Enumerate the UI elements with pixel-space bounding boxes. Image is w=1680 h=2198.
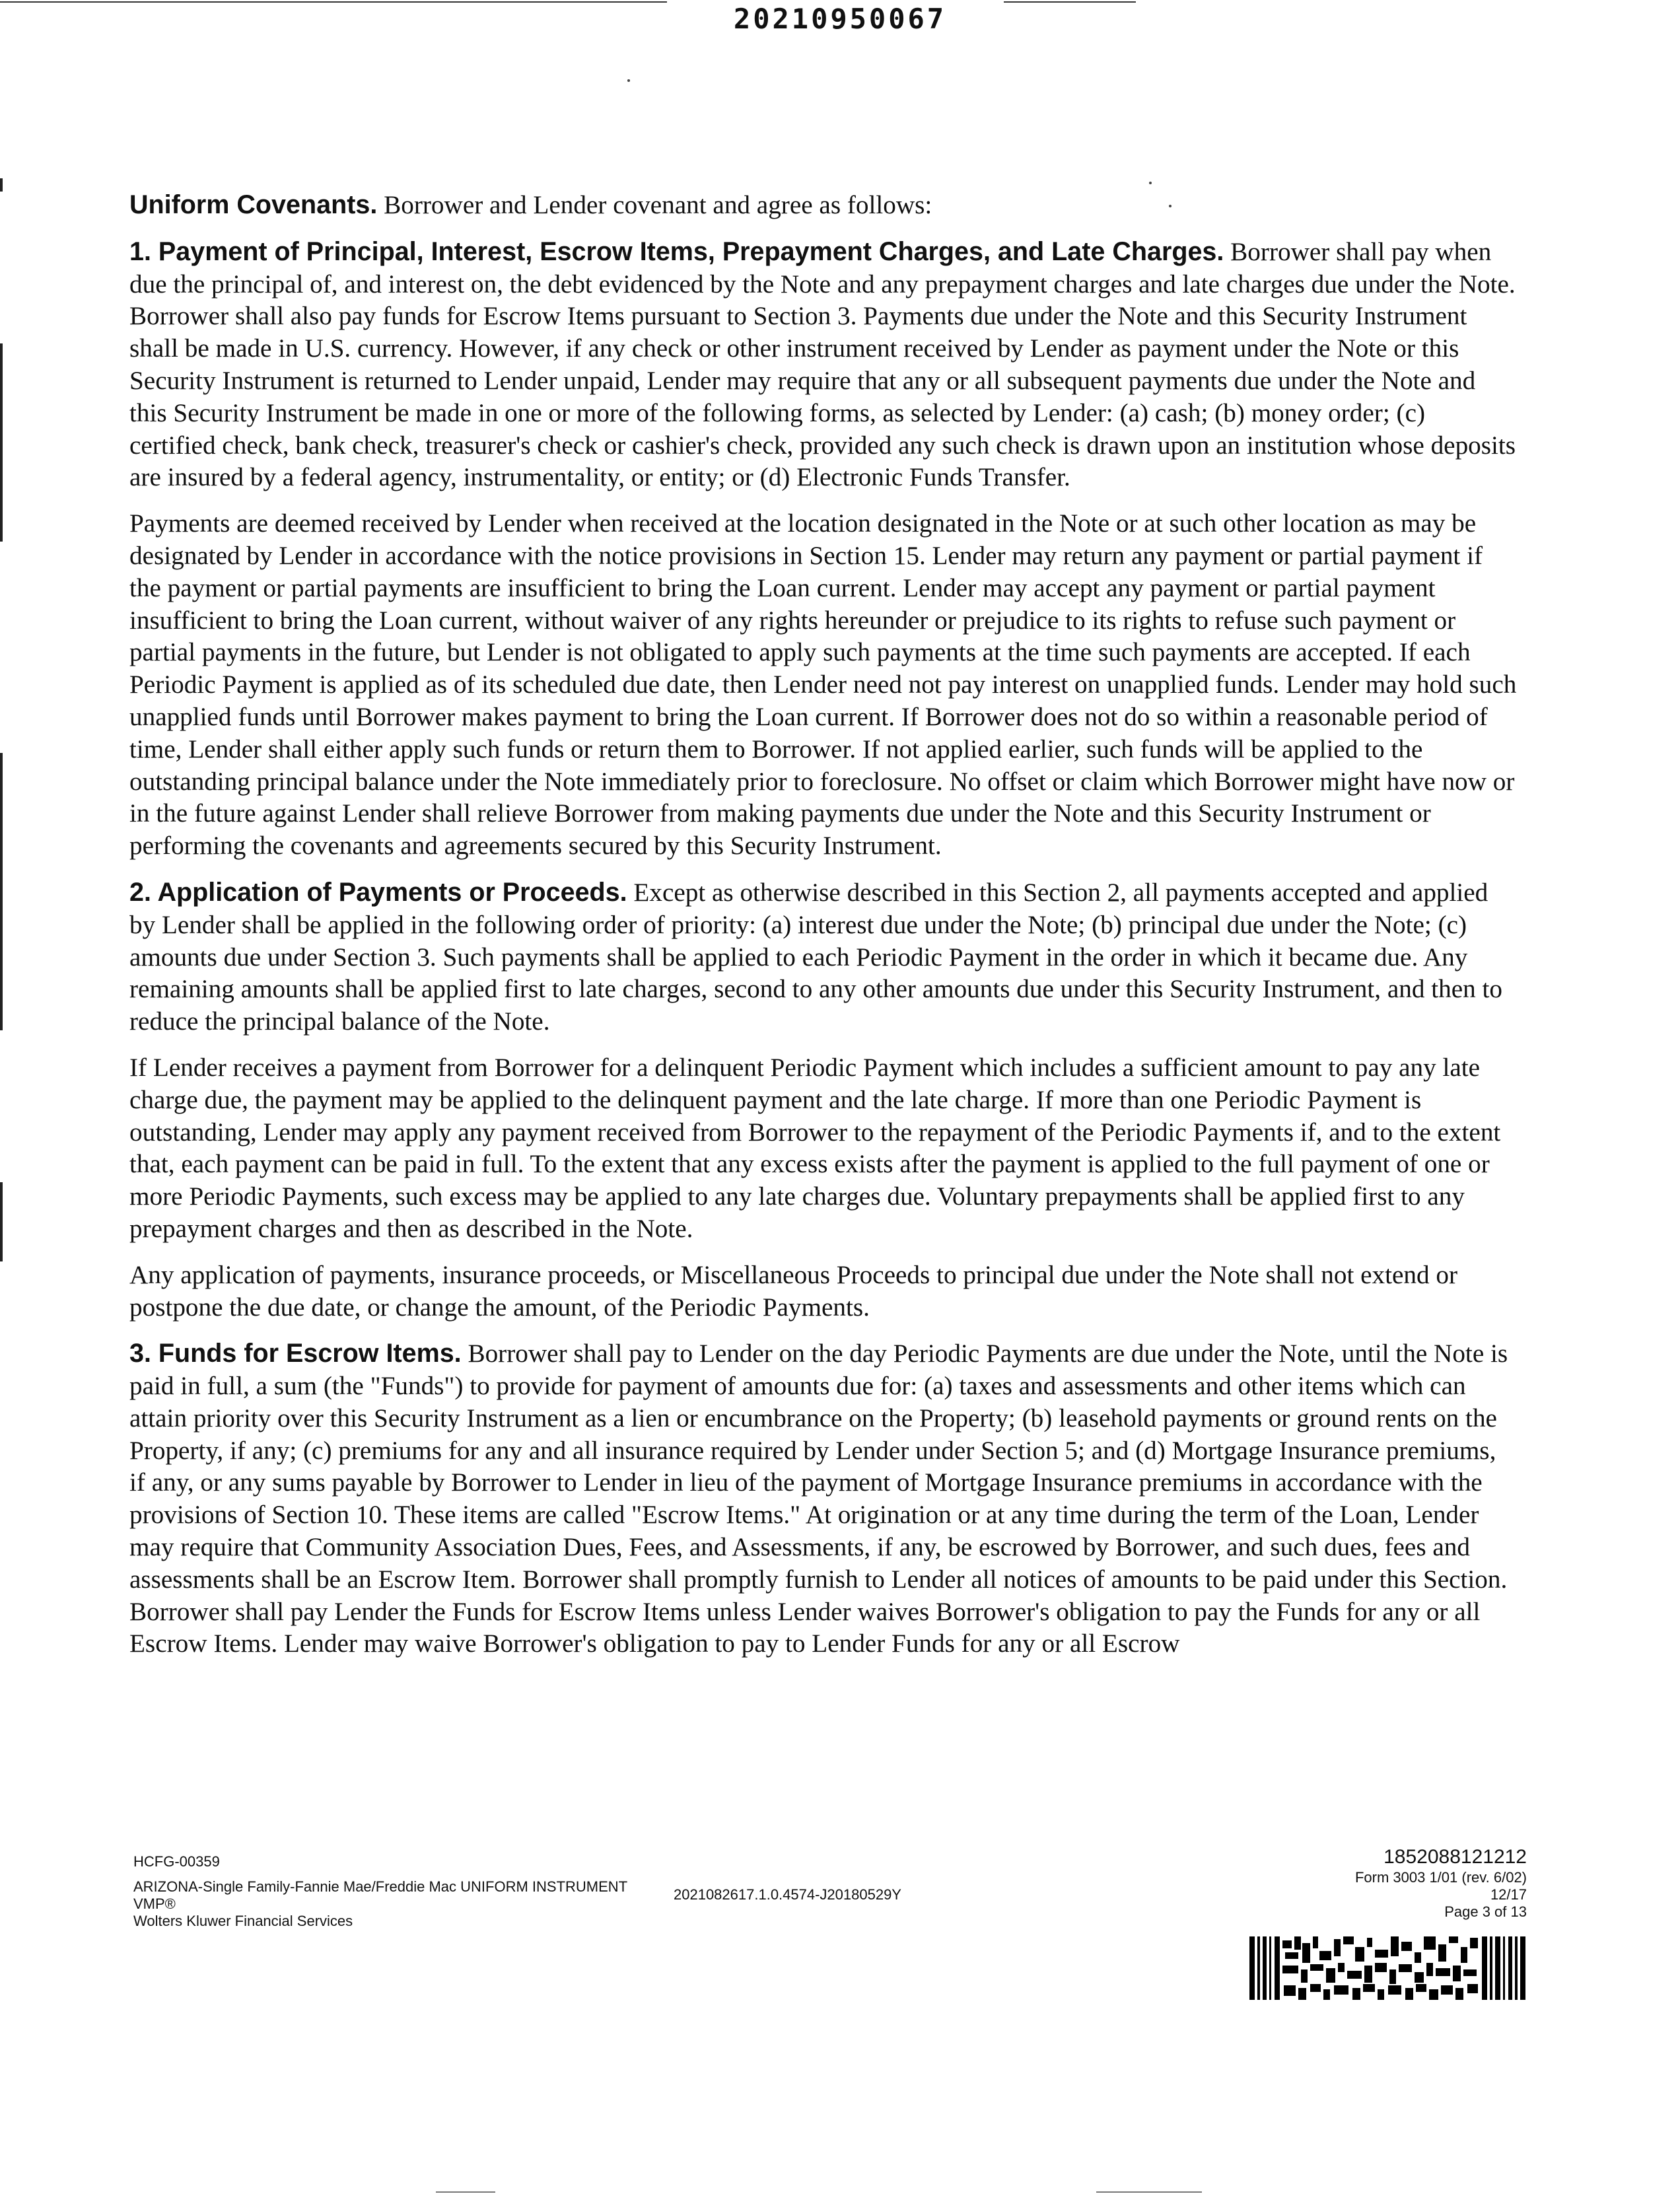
intro-paragraph [129, 189, 1518, 222]
scan-edge-mark [0, 753, 3, 1030]
bottom-rule [436, 2191, 495, 2193]
section-2-heading: 2. Application of Payments or Proceeds. [129, 877, 627, 907]
section-1-paragraph [129, 236, 1518, 494]
publisher: Wolters Kluwer Financial Services [133, 1913, 353, 1929]
scan-speck [627, 79, 630, 82]
document-body [129, 189, 1518, 1674]
section-2-paragraph-2: If Lender receives a payment from Borrower for a delinquent Periodic Payment which includes a sufficient amount to pay any late charge due, the payment may be applied to the delinquent payment and the late charge. If more than one Periodic Payment is outstanding, Lender may apply any payment received from Borrower to the repayment of the Periodic Payments if, and to the extent that, each payment can be paid in full. To the extent that any excess exists after the payment is applied to the full payment of one or more Periodic Payments, such excess may be applied to any late charges due. Voluntary prepayments shall be applied first to any prepayment charges and then as described in the Note. [129, 1053, 1501, 1243]
intro-heading: Uniform Covenants. [129, 190, 378, 219]
scan-edge-mark [0, 1182, 3, 1261]
loan-number: 1852088121212 [1383, 1846, 1527, 1868]
section-2-text: Except as otherwise described in this Section 2, all payments accepted and applied by Lender shall be applied in the following order of priority: (a) interest due under the Note; (b) principal due under the Note; (c) amounts due under Section 3. Such payments shall be applied to each Periodic Payment in the order in which it became due. Any remaining amounts shall be applied first to late charges, second to any other amounts due under this Security Instrument, and then to reduce the principal balance of the Note. [129, 878, 1502, 1036]
revision-date: 12/17 [1490, 1886, 1527, 1903]
section-1-text: Borrower shall pay when due the principal of, and interest on, the debt evidenced by the Note and any prepayment charges and late charges due under the Note. Borrower shall also pay funds for Escrow Items pursuant to Section 3. Payments due under the Note and this Security Instrument shall be made in U.S. currency. However, if any check or other instrument received by Lender as payment under the Note or this Security Instrument is returned to Lender unpaid, Lender may require that any or all subsequent payments due under the Note and this Security Instrument be made in one or more of the following forms, as selected by Lender: (a) cash; (b) money order; (c) certified check, bank check, treasurer's check or cashier's check, provided any such check is drawn upon an institution whose deposits are insured by a federal agency, instrumentality, or entity; or (d) Electronic Funds Transfer. [129, 237, 1516, 492]
barcode [1249, 1936, 1525, 2000]
section-3-text: Borrower shall pay to Lender on the day Periodic Payments are due under the Note, until the Note is paid in full, a sum (the "Funds") to provide for payment of amounts due for: (a) taxes and assessments and other items which can attain priority over this Security Instrument as a lien or encumbrance on the Property; (b) leasehold payments or ground rents on the Property, if any; (c) premiums for any and all insurance required by Lender under Section 5; and (d) Mortgage Insurance premiums, if any, or any sums payable by Borrower to Lender in lieu of the payment of Mortgage Insurance premiums in accordance with the provisions of Section 10. These items are called "Escrow Items." At origination or at any time during the term of the Loan, Lender may require that Community Association Dues, Fees, and Assessments, if any, be escrowed by Borrower, and such dues, fees and assessments shall be an Escrow Item. Borrower shall promptly furnish to Lender all notices of amounts to be paid under this Section. Borrower shall pay Lender the Funds for Escrow Items unless Lender waives Borrower's obligation to pay the Funds for any or all Escrow Items. Lender may waive Borrower's obligation to pay to Lender Funds for any or all Escrow [129, 1339, 1508, 1658]
section-2-paragraph-3: Any application of payments, insurance proceeds, or Miscellaneous Proceeds to principal due under the Note shall not extend or postpone the due date, or change the amount, of the Periodic Payments. [129, 1260, 1458, 1322]
section-3-paragraph [129, 1337, 1518, 1660]
vendor-mark: VMP® [133, 1896, 176, 1912]
footer-right [1355, 1845, 1527, 1921]
section-2-paragraph [129, 876, 1518, 1038]
bottom-rule [1096, 2191, 1202, 2193]
scan-edge-mark [0, 178, 3, 192]
footer-left [133, 1853, 627, 1930]
form-code: HCFG-00359 [133, 1853, 220, 1870]
scan-edge-mark [0, 343, 3, 542]
section-1-heading: 1. Payment of Principal, Interest, Escrow Items, Prepayment Charges, and Late Charges. [129, 236, 1224, 266]
page-label: Page 3 of 13 [1444, 1903, 1527, 1920]
section-1-paragraph-2: Payments are deemed received by Lender when received at the location designated in the Note or at such other location as may be designated by Lender in accordance with the notice provisions in Section 15. Lender may return any payment or partial payment if the payment or partial payments are insufficient to bring the Loan current. Lender may accept any payment or partial payment insufficient to bring the Loan current, without waiver of any rights hereunder or prejudice to its rights to refuse such payment or partial payments in the future, but Lender is not obligated to apply such payments at the time such payments are accepted. If each Periodic Payment is applied as of its scheduled due date, then Lender need not pay interest on unapplied funds. Lender may hold such unapplied funds until Borrower makes payment to bring the Loan current. If Borrower does not do so within a reasonable period of time, Lender shall either apply such funds or return them to Borrower. If not applied earlier, such funds will be applied to the outstanding principal balance under the Note immediately prior to foreclosure. No offset or claim which Borrower might have now or in the future against Lender shall relieve Borrower from making payments due under the Note and this Security Instrument or performing the covenants and agreements secured by this Security Instrument. [129, 509, 1517, 861]
form-number: Form 3003 1/01 (rev. 6/02) [1354, 1869, 1527, 1886]
intro-text: Borrower and Lender covenant and agree as follows: [377, 191, 932, 219]
tracking-id: 2021082617.1.0.4574-J20180529Y [674, 1886, 901, 1903]
scan-speck [1149, 182, 1152, 184]
document-number: 20210950067 [733, 3, 947, 35]
instrument-title: ARIZONA-Single Family-Fannie Mae/Freddie Mac UNIFORM INSTRUMENT [133, 1878, 628, 1895]
section-3-heading: 3. Funds for Escrow Items. [129, 1339, 462, 1368]
